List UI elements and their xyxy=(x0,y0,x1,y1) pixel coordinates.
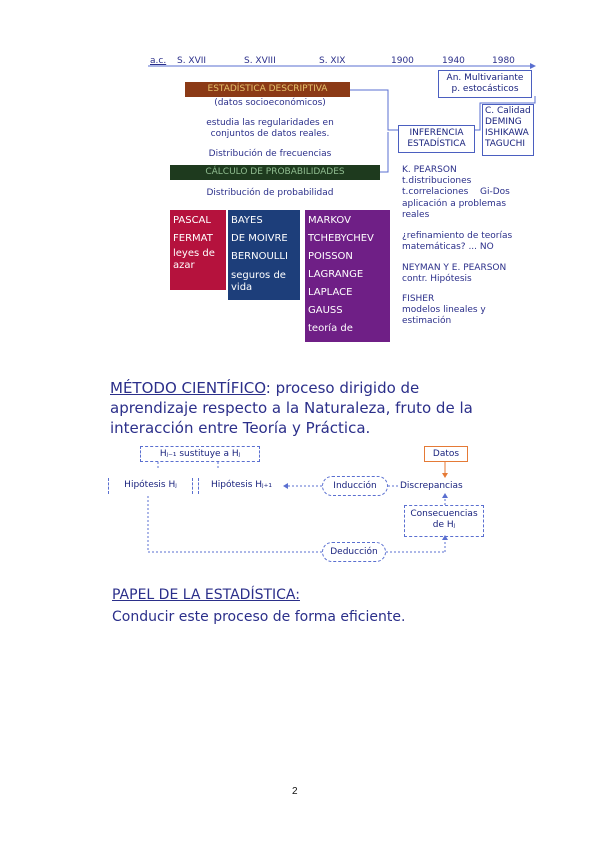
datos-socioeconomicos-text: (datos socioeconómicos) xyxy=(214,98,326,108)
timeline-label-ac: a.c. xyxy=(150,56,167,66)
multivariante-line1: An. Multivariante xyxy=(446,73,524,83)
cycle-diagram-lines xyxy=(0,440,599,575)
timeline-label-1980: 1980 xyxy=(492,56,515,66)
modelos-lineales-text: modelos lineales y xyxy=(402,305,486,315)
timeline-label-xviii: S. XVIII xyxy=(244,56,276,66)
lagrange-label: LAGRANGE xyxy=(308,269,364,280)
calidad-line4: TAGUCHI xyxy=(485,139,526,149)
de-moivre-label: DE MOIVRE xyxy=(231,233,288,244)
kpearson-text: K. PEARSON xyxy=(402,165,457,175)
estudia-text-line2: conjuntos de datos reales. xyxy=(210,129,330,139)
refinamiento-text: ¿refinamiento de teorías xyxy=(402,231,513,241)
markov-column xyxy=(305,210,390,352)
bayes-label: BAYES xyxy=(231,215,263,226)
t-correlaciones-text: t.correlaciones xyxy=(402,187,469,197)
laplace-label: LAPLACE xyxy=(308,287,353,298)
inferencia-line2: ESTADÍSTICA xyxy=(407,139,466,149)
estadistica-descriptiva-box: ESTADÍSTICA DESCRIPTIVA xyxy=(185,82,350,97)
teoria-errores-label: teoría de errores xyxy=(308,323,353,352)
discrepancias-text: Discrepancias xyxy=(400,481,463,491)
timeline-label-xix: S. XIX xyxy=(319,56,346,66)
induccion-oval: Inducción xyxy=(322,476,388,496)
leyes-de-label: leyes de xyxy=(173,248,215,259)
timeline-label-1900: 1900 xyxy=(391,56,414,66)
calidad-line2: DEMING xyxy=(485,117,522,127)
pascal-label: PASCAL xyxy=(173,215,211,226)
distribucion-probabilidad-text: Distribución de probabilidad xyxy=(206,188,334,198)
reales-text: reales xyxy=(402,210,430,220)
pascal-column xyxy=(170,210,226,290)
deduccion-oval: Deducción xyxy=(322,542,386,562)
aplicacion-text: aplicación a problemas xyxy=(402,199,507,209)
hipotesis-j1-box: Hipótesis Hⱼ₊₁ xyxy=(198,478,284,494)
calculo-probabilidades-box: CÁLCULO DE PROBABILIDADES xyxy=(170,165,380,180)
timeline-label-1940: 1940 xyxy=(442,56,465,66)
poisson-label: POISSON xyxy=(308,251,353,262)
datos-box: Datos xyxy=(424,446,468,462)
consecuencias-line2: de Hⱼ xyxy=(432,520,456,530)
contr-hipotesis-text: contr. Hipótesis xyxy=(402,274,472,284)
matematicas-text: matemáticas? ... NO xyxy=(402,242,494,252)
page-number: 2 xyxy=(292,786,298,797)
calidad-line3: ISHIKAWA xyxy=(485,128,529,138)
timeline-label-xvii: S. XVII xyxy=(177,56,207,66)
bayes-column xyxy=(228,210,300,300)
distribucion-frecuencias-text: Distribución de frecuencias xyxy=(208,149,332,159)
metodo-line1 xyxy=(110,378,490,398)
papel-text: Conducir este proceso de forma eficiente. xyxy=(112,609,406,625)
consecuencias-line1: Consecuencias xyxy=(410,509,478,519)
gi-dos-text: Gi-Dos xyxy=(480,187,510,197)
gauss-label: GAUSS xyxy=(308,305,343,316)
metodo-line2: aprendizaje respecto a la Naturaleza, fruto de la xyxy=(110,399,473,417)
vida-label: vida xyxy=(231,282,253,293)
tchebychev-label: TCHEBYCHEV xyxy=(308,233,374,244)
seguros-de-label: seguros de xyxy=(231,270,286,281)
fermat-label: FERMAT xyxy=(173,233,213,244)
hipotesis-j-box: Hipótesis Hⱼ xyxy=(108,478,193,494)
inferencia-line1: INFERENCIA xyxy=(409,128,464,138)
fisher-text: FISHER xyxy=(402,294,435,304)
markov-label: MARKOV xyxy=(308,215,351,226)
sustituye-box: Hⱼ₋₁ sustituye a Hⱼ xyxy=(140,446,260,462)
bernoulli-label: BERNOULLI xyxy=(231,251,288,262)
calidad-line1: C. Calidad xyxy=(485,106,531,116)
multivariante-line2: p. estocásticos xyxy=(451,84,519,94)
azar-label: azar xyxy=(173,260,195,271)
consecuencias-box xyxy=(404,505,484,537)
estudia-text-line1: estudia las regularidades en xyxy=(206,118,334,128)
estimacion-text: estimación xyxy=(402,316,452,326)
multivariante-box xyxy=(438,70,532,98)
metodo-title-rest: : proceso dirigido de xyxy=(265,379,420,397)
calidad-box xyxy=(482,104,534,156)
metodo-title: MÉTODO CIENTÍFICO xyxy=(110,379,266,397)
neyman-text: NEYMAN Y E. PEARSON xyxy=(402,263,507,273)
t-distribuciones-text: t.distribuciones xyxy=(402,176,472,186)
metodo-paragraph xyxy=(110,378,490,438)
inferencia-box xyxy=(398,125,475,153)
metodo-line3: interacción entre Teoría y Práctica. xyxy=(110,419,371,437)
papel-title: PAPEL DE LA ESTADÍSTICA: xyxy=(112,587,300,603)
